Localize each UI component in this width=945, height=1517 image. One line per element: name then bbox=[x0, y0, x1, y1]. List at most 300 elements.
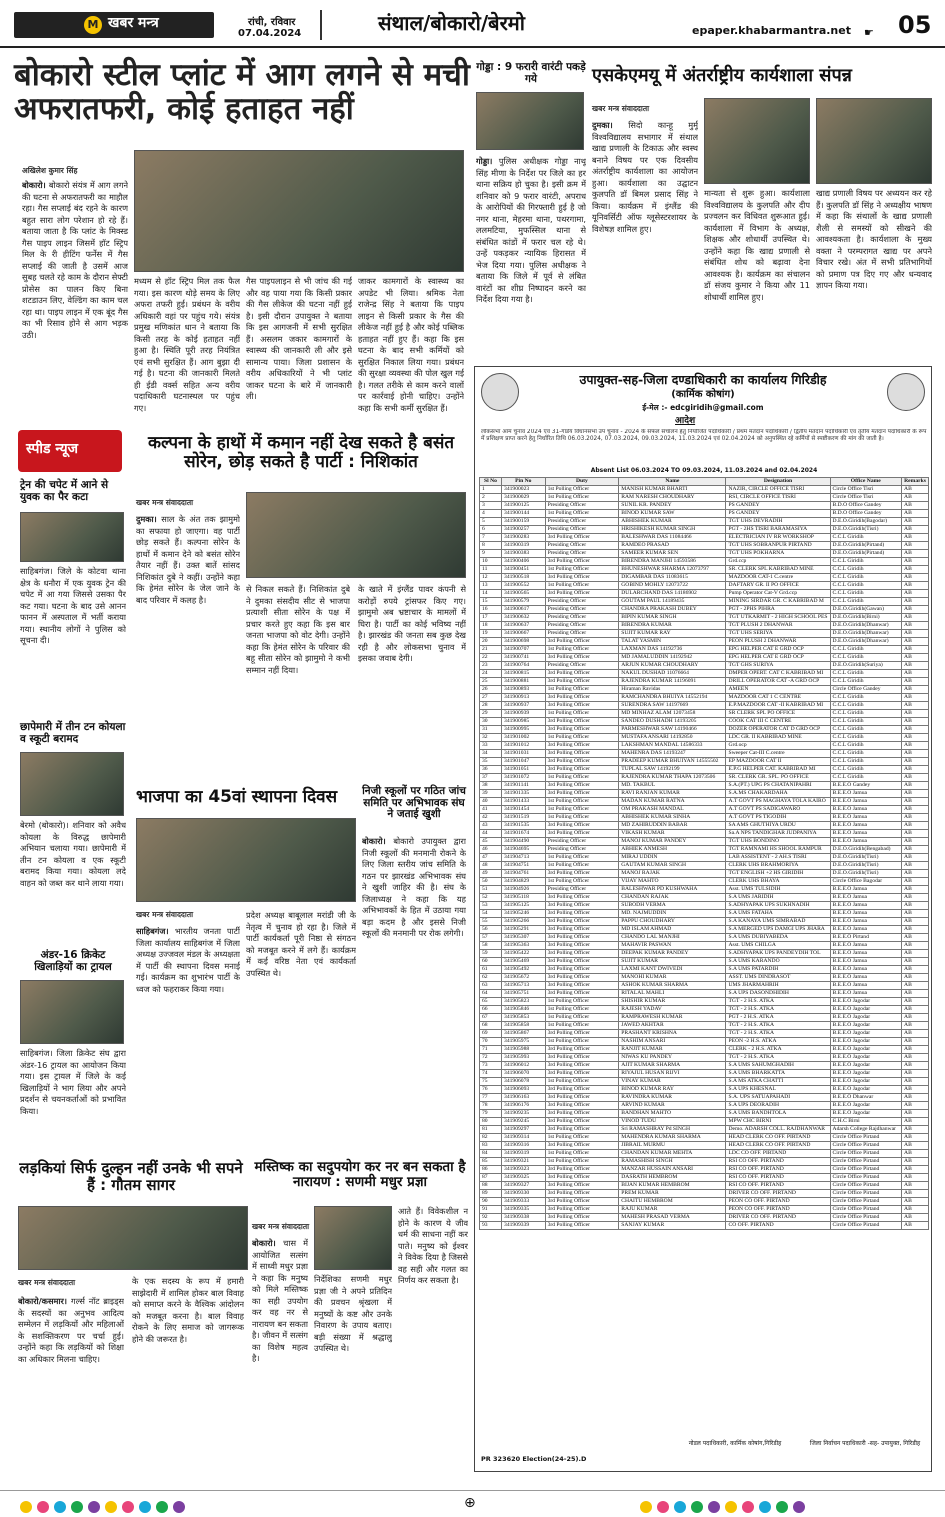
table-cell: S.A MS ATKA CHATTI bbox=[726, 1078, 830, 1086]
table-row bbox=[480, 1214, 929, 1222]
story1-byline: अखिलेश कुमार सिंह bbox=[22, 166, 78, 175]
table-cell: AB bbox=[902, 1174, 929, 1182]
table-row bbox=[480, 654, 929, 662]
table-cell: SUJIT KUMAR bbox=[619, 958, 726, 966]
table-cell: TGT UHS BONDINO bbox=[726, 838, 830, 846]
table-cell: NAZIR, CIRCLE OFFICE TISRI bbox=[726, 486, 830, 494]
table-cell: Circle Office Pirtand bbox=[830, 1174, 902, 1182]
emblem-icon bbox=[481, 373, 519, 411]
table-cell: 341900023 bbox=[502, 486, 546, 494]
story8-body: चास में आयोजित सत्संग में साध्वी मधुर प्रज्ञा ने कहा कि मनुष्य को मिले मस्तिष्क का सही उपयोग कर वह नर से नारायण बन सकता है। जीवन में सत्संग का विशेष महत्व है। bbox=[252, 1238, 308, 1363]
table-cell: 12 bbox=[480, 574, 502, 582]
table-row bbox=[480, 558, 929, 566]
table-cell: C.C.L Giridih bbox=[830, 718, 902, 726]
table-cell: 3rd Polling Officer bbox=[545, 758, 619, 766]
table-cell: B.E.E.O Jagodar bbox=[830, 1078, 902, 1086]
table-cell: AB bbox=[902, 694, 929, 702]
table-cell: 3rd Polling Officer bbox=[545, 950, 619, 958]
table-row bbox=[480, 870, 929, 878]
table-cell: 3rd Polling Officer bbox=[545, 638, 619, 646]
table-cell: 8 bbox=[480, 542, 502, 550]
table-cell: 341900815 bbox=[502, 670, 546, 678]
table-row bbox=[480, 670, 929, 678]
table-row bbox=[480, 838, 929, 846]
table-cell: SR. CLERK GR. SPL. PO OFFICE bbox=[726, 774, 830, 782]
table-cell: ELECTRICIAN IV RR WORKSHOP bbox=[726, 534, 830, 542]
table-row bbox=[480, 950, 929, 958]
table-cell: 341905672 bbox=[502, 974, 546, 982]
table-cell: 341906012 bbox=[502, 1062, 546, 1070]
table-cell: Circle Office Pirtand bbox=[830, 1214, 902, 1222]
table-cell: AB bbox=[902, 894, 929, 902]
table-cell: Circle Office Pirtand bbox=[830, 1222, 902, 1230]
color-dot bbox=[674, 1501, 686, 1513]
color-dot bbox=[776, 1501, 788, 1513]
table-cell: D.E.O.Giridih(Dhanwar) bbox=[830, 638, 902, 646]
table-cell: MPW CHC BIRNI bbox=[726, 1118, 830, 1126]
table-cell: AB bbox=[902, 990, 929, 998]
color-dot bbox=[88, 1501, 100, 1513]
notice-absent-line: Absent List 06.03.2024 TO 09.03.2024, 11.03.2024 and 02.04.2024 bbox=[590, 467, 818, 474]
table-row bbox=[480, 606, 929, 614]
table-cell: 3rd Polling Officer bbox=[545, 574, 619, 582]
table-cell: B.E.E.O Jamua bbox=[830, 974, 902, 982]
table-cell: 341905469 bbox=[502, 958, 546, 966]
footer-bar bbox=[0, 1490, 945, 1517]
color-dot bbox=[156, 1501, 168, 1513]
table-cell: 341900893 bbox=[502, 686, 546, 694]
table-cell: 3rd Polling Officer bbox=[545, 726, 619, 734]
table-cell: 69 bbox=[480, 1030, 502, 1038]
table-cell: AB bbox=[902, 662, 929, 670]
table-row bbox=[480, 998, 929, 1006]
table-cell: B.E.E.O Jagodar bbox=[830, 1030, 902, 1038]
table-header-cell: Pin No bbox=[502, 478, 546, 486]
table-cell: DRILL OPERATOR CAT -A GRD OCP bbox=[726, 678, 830, 686]
table-cell: AB bbox=[902, 798, 929, 806]
story2-photo bbox=[476, 92, 584, 150]
table-cell: 39 bbox=[480, 790, 502, 798]
table-cell: S.A UMS JARIDIH bbox=[726, 894, 830, 902]
table-cell: 61 bbox=[480, 966, 502, 974]
table-cell: S.A UMS KARANDO bbox=[726, 958, 830, 966]
table-cell: 341901012 bbox=[502, 742, 546, 750]
table-row bbox=[480, 1070, 929, 1078]
table-cell: B.E.E.O Jamua bbox=[830, 926, 902, 934]
table-row bbox=[480, 774, 929, 782]
table-cell: 3rd Polling Officer bbox=[545, 1174, 619, 1182]
table-cell: AB bbox=[902, 1070, 929, 1078]
table-cell: MAZDOOR CAT-1 C.centre bbox=[726, 574, 830, 582]
table-cell: 76 bbox=[480, 1086, 502, 1094]
table-cell: ARJUN KUMAR CHOUDHARY bbox=[619, 662, 726, 670]
table-cell: 341900029 bbox=[502, 494, 546, 502]
masthead-divider bbox=[320, 10, 322, 40]
table-row bbox=[480, 1222, 929, 1230]
table-cell: S.A UMS PATARDIH bbox=[726, 966, 830, 974]
table-cell: 341905118 bbox=[502, 894, 546, 902]
table-cell: AB bbox=[902, 998, 929, 1006]
absent-table bbox=[479, 477, 929, 1230]
table-cell: AB bbox=[902, 718, 929, 726]
table-row bbox=[480, 598, 929, 606]
story4-headline: कल्पना के हाथों में कमान नहीं देख सकते है बसंत सोरेन, छोड़ सकते है पार्टी : निशिकांत bbox=[147, 433, 455, 472]
table-cell: S.A UMS DUBIYABEDA bbox=[726, 934, 830, 942]
table-cell: 73 bbox=[480, 1062, 502, 1070]
table-row bbox=[480, 830, 929, 838]
color-dot bbox=[105, 1501, 117, 1513]
table-cell: B.E.E.O Jamua bbox=[830, 822, 902, 830]
table-cell: RAMPRAWESH KUMAR bbox=[619, 1014, 726, 1022]
table-header-cell: Designation bbox=[726, 478, 830, 486]
table-cell: 44 bbox=[480, 830, 502, 838]
table-cell: PREM KUMAR bbox=[619, 1190, 726, 1198]
table-cell: AB bbox=[902, 974, 929, 982]
table-cell: CLERK - 2 H.S. ATKA bbox=[726, 1046, 830, 1054]
table-cell: AB bbox=[902, 854, 929, 862]
table-cell: 3rd Polling Officer bbox=[545, 910, 619, 918]
table-cell: 30 bbox=[480, 718, 502, 726]
table-cell: 1st Polling Officer bbox=[545, 774, 619, 782]
table-cell: VIKASH KUMAR bbox=[619, 830, 726, 838]
table-row bbox=[480, 734, 929, 742]
table-row bbox=[480, 1198, 929, 1206]
speed-item3-headline: अंडर-16 क्रिकेट खिलाड़ियों का ट्रायल bbox=[34, 949, 112, 973]
table-cell: 1st Polling Officer bbox=[545, 806, 619, 814]
table-cell: Presiding Officer bbox=[545, 662, 619, 670]
table-cell: MADAN KUMAR RATNA bbox=[619, 798, 726, 806]
table-row bbox=[480, 766, 929, 774]
table-cell: 37 bbox=[480, 774, 502, 782]
table-cell: PARMESHWAR SAW 14190466 bbox=[619, 726, 726, 734]
table-cell: AB bbox=[902, 758, 929, 766]
table-cell: RAMASHISH SINGH bbox=[619, 1158, 726, 1166]
table-cell: 74 bbox=[480, 1070, 502, 1078]
table-cell: 3rd Polling Officer bbox=[545, 1030, 619, 1038]
table-cell: 341900881 bbox=[502, 678, 546, 686]
table-cell: VINAY KUMAR bbox=[619, 1078, 726, 1086]
table-cell: AB bbox=[902, 774, 929, 782]
story7-headline: लड़कियां सिर्फ दुल्हन नहीं उनके भी सपने हैं : गौतम सागर bbox=[19, 1159, 243, 1194]
table-cell: AB bbox=[902, 870, 929, 878]
table-row bbox=[480, 582, 929, 590]
table-cell: 341905867 bbox=[502, 1030, 546, 1038]
table-row bbox=[480, 486, 929, 494]
table-cell: 341905291 bbox=[502, 926, 546, 934]
table-cell: 1st Polling Officer bbox=[545, 878, 619, 886]
table-cell: HRISHIKESH KUMAR SINGH bbox=[619, 526, 726, 534]
table-cell: GOUTAM PAUL 14189435 bbox=[619, 598, 726, 606]
table-cell: AB bbox=[902, 638, 929, 646]
table-cell: 341901072 bbox=[502, 774, 546, 782]
table-cell: 3rd Polling Officer bbox=[545, 750, 619, 758]
table-cell: Presiding Officer bbox=[545, 838, 619, 846]
table-cell: 52 bbox=[480, 894, 502, 902]
table-cell: MAHESH PRASAD VERMA bbox=[619, 1214, 726, 1222]
table-cell: PGT - 2PHS PIHRA bbox=[726, 606, 830, 614]
table-header-cell: Duty bbox=[545, 478, 619, 486]
table-cell: 341906078 bbox=[502, 1078, 546, 1086]
table-row bbox=[480, 702, 929, 710]
table-cell: SUNIL KR. PANDEY bbox=[619, 502, 726, 510]
story3-body: सिदो कान्हू मुर्मू विश्वविद्यालय सभागार में संथाल खाद्य प्रणाली के टिकाऊ और स्वस्थ बनाने विषय पर एक दिवसीय अंतर्राष्ट्रीय कार्यशाला का आयोजन हुआ। कार्यशाला का उद्घाटन कुलपति डॉ बिमल प्रसाद सिंह ने किया। कार्यक्रम में इंग्लैंड की यूनिवर्सिटी ऑफ ग्लूसेस्टरशायर के विशेषज्ञ शामिल हुए। bbox=[592, 120, 698, 234]
table-cell: RAJENDRA KUMAR 14196091 bbox=[619, 678, 726, 686]
table-row bbox=[480, 1182, 929, 1190]
table-cell: 3rd Polling Officer bbox=[545, 1142, 619, 1150]
speed-item2-body: बेरमो (बोकारो)। शनिवार को अवैध कोयला के विरुद्ध छापेमारी अभियान चलाया गया। छापेमारी में तीन टन कोयला व एक स्कूटी बरामद किया गया। कोयला लदे वाहन को जब्त कर थाने लाया गया। bbox=[20, 820, 126, 888]
table-cell: 92 bbox=[480, 1214, 502, 1222]
table-cell: RAJU KUMAR bbox=[619, 1206, 726, 1214]
table-cell: D.E.O.Giridih(Pirtand) bbox=[830, 550, 902, 558]
table-cell: 341906176 bbox=[502, 1102, 546, 1110]
table-cell: 341900579 bbox=[502, 598, 546, 606]
table-cell: LAXMAN DAS 14192736 bbox=[619, 646, 726, 654]
color-dot bbox=[657, 1501, 669, 1513]
story4-body: साल के अंत तक झामुमो का सफाया हो जाएगा। वह पार्टी छोड़ सकते हैं। कल्पना सोरेन के हाथों में कमान देने को बसंत सोरेन तैयार नहीं हैं। उक्त बातें सांसद निशिकांत दुबे ने कहीं। उन्होंने कहा कि हेमंत सोरेन के जेल जाने के बाद परिवार में कलह है। bbox=[136, 514, 240, 605]
table-cell: AB bbox=[902, 702, 929, 710]
table-cell: 3rd Polling Officer bbox=[545, 974, 619, 982]
table-cell: SUBODH VERMA bbox=[619, 902, 726, 910]
story8-headline: मस्तिष्क का सदुपयोग कर नर बन सकता है नारायण : सणमी मधुर प्रज्ञा bbox=[254, 1159, 466, 1190]
table-cell: C.C.L Giridih bbox=[830, 758, 902, 766]
notice-pr-no: PR 323620 Election(24-25).D bbox=[481, 1455, 587, 1463]
table-cell: C.C.L Giridih bbox=[830, 678, 902, 686]
table-cell: AB bbox=[902, 1182, 929, 1190]
table-cell: AB bbox=[902, 1166, 929, 1174]
table-cell: SA AMS GHUTHIYA URDU bbox=[726, 822, 830, 830]
table-cell: 341900985 bbox=[502, 718, 546, 726]
table-cell: 341900383 bbox=[502, 550, 546, 558]
table-row bbox=[480, 590, 929, 598]
story5-lead: साहिबगंज। bbox=[136, 926, 175, 936]
table-cell: AB bbox=[902, 734, 929, 742]
table-cell: AB bbox=[902, 1142, 929, 1150]
table-row bbox=[480, 990, 929, 998]
table-cell: Circle Office Pirtand bbox=[830, 1190, 902, 1198]
table-cell: B.E.E.O Jamua bbox=[830, 990, 902, 998]
speed-item3-body: साहिबगंज। जिला क्रिकेट संघ द्वारा अंडर-16 ट्रायल का आयोजन किया गया। इस ट्रायल में जिले के कई खिलाड़ियों ने भाग लिया और अपने प्रदर्शन से चयनकर्ताओं को प्रभावित किया। bbox=[20, 1048, 126, 1116]
table-cell: 3rd Polling Officer bbox=[545, 990, 619, 998]
table-row bbox=[480, 790, 929, 798]
table-cell: B.D.O Office Gandey bbox=[830, 510, 902, 518]
website-link[interactable]: epaper.khabarmantra.net bbox=[692, 24, 851, 37]
table-cell: C.C.L Giridih bbox=[830, 558, 902, 566]
table-row bbox=[480, 782, 929, 790]
table-cell: TGT UHS SOBRANPUR PIRTAND bbox=[726, 542, 830, 550]
table-row bbox=[480, 910, 929, 918]
table-cell: C.C.L Giridih bbox=[830, 566, 902, 574]
table-cell: AB bbox=[902, 630, 929, 638]
table-cell: 341901141 bbox=[502, 782, 546, 790]
table-cell: TGT UHS POKHARNA bbox=[726, 550, 830, 558]
table-cell: AB bbox=[902, 1198, 929, 1206]
table-cell: AB bbox=[902, 942, 929, 950]
table-cell: Presiding Officer bbox=[545, 526, 619, 534]
table-cell: AB bbox=[902, 918, 929, 926]
table-cell: 50 bbox=[480, 878, 502, 886]
table-cell: Hiraman Ravidas bbox=[619, 686, 726, 694]
table-cell: CHAITU HEMBROM bbox=[619, 1198, 726, 1206]
table-cell: 1st Polling Officer bbox=[545, 646, 619, 654]
table-cell: AB bbox=[902, 750, 929, 758]
table-cell: B.E.E.O Jamua bbox=[830, 830, 902, 838]
table-cell: EPG HELPER CAT E GRD OCP bbox=[726, 646, 830, 654]
table-row bbox=[480, 894, 929, 902]
table-cell: S.ADHYAPAK UPS PANDEYDIH TOL bbox=[726, 950, 830, 958]
table-cell: Presiding Officer bbox=[545, 502, 619, 510]
table-cell: AB bbox=[902, 550, 929, 558]
table-cell: 341909319 bbox=[502, 1150, 546, 1158]
table-row bbox=[480, 1102, 929, 1110]
table-cell: ASST. UMS DINDRASOT bbox=[726, 974, 830, 982]
table-cell: C.C.L Giridih bbox=[830, 590, 902, 598]
table-cell: C.C.L Giridih bbox=[830, 742, 902, 750]
table-cell: AB bbox=[902, 950, 929, 958]
table-cell: AB bbox=[902, 1054, 929, 1062]
color-dot bbox=[20, 1501, 32, 1513]
table-cell: 1st Polling Officer bbox=[545, 854, 619, 862]
story7-col2: के एक सदस्य के रूप में हमारी साझेदारी में शामिल होकर बाल विवाह को समाप्त करने के वैश्विक आंदोलन को मजबूत करना है। बाल विवाह रोकने के लिए समाज को जागरूक होने की जरूरत है। bbox=[132, 1276, 244, 1344]
table-cell: D.E.O.Giridih(Pirtand) bbox=[830, 542, 902, 550]
table-cell: MANOJ KUMAR PANDEY bbox=[619, 838, 726, 846]
table-cell: S.A.(PT.) UPG PS CHATANIPAHRI bbox=[726, 782, 830, 790]
table-row bbox=[480, 494, 929, 502]
table-row bbox=[480, 1126, 929, 1134]
speed-item2-photo bbox=[20, 752, 124, 816]
table-cell: 341900406 bbox=[502, 558, 546, 566]
table-cell: CHANDAN RAJAK bbox=[619, 894, 726, 902]
table-cell: LDC CO OFF. PIRTAND bbox=[726, 1150, 830, 1158]
table-cell: 22 bbox=[480, 654, 502, 662]
table-cell: AB bbox=[902, 510, 929, 518]
table-cell: PGT - 2 H.S. ATKA bbox=[726, 1014, 830, 1022]
table-cell: CHANDAN KUMAR MEHTA bbox=[619, 1150, 726, 1158]
table-cell: AB bbox=[902, 742, 929, 750]
table-cell: 341900319 bbox=[502, 542, 546, 550]
table-cell: 1st Polling Officer bbox=[545, 798, 619, 806]
table-cell: AB bbox=[902, 886, 929, 894]
table-cell: 84 bbox=[480, 1150, 502, 1158]
table-cell: CO OFF. PIRTAND bbox=[726, 1222, 830, 1230]
table-cell: BINOD KUMAR RAY bbox=[619, 1086, 726, 1094]
table-cell: 93 bbox=[480, 1222, 502, 1230]
table-cell: 40 bbox=[480, 798, 502, 806]
table-cell: 7 bbox=[480, 534, 502, 542]
table-cell: 341901002 bbox=[502, 734, 546, 742]
table-cell: PRADEEP KUMAR BHUIYAN 14555502 bbox=[619, 758, 726, 766]
table-cell: 79 bbox=[480, 1110, 502, 1118]
table-row bbox=[480, 902, 929, 910]
table-row bbox=[480, 694, 929, 702]
table-row bbox=[480, 1190, 929, 1198]
table-cell: 341905846 bbox=[502, 1006, 546, 1014]
table-cell: 3rd Polling Officer bbox=[545, 678, 619, 686]
table-cell: COOK CAT III C CENTRE bbox=[726, 718, 830, 726]
table-cell: C.C.L Giridih bbox=[830, 726, 902, 734]
table-cell: C.C.L Giridih bbox=[830, 534, 902, 542]
table-cell: AB bbox=[902, 822, 929, 830]
table-cell: AB bbox=[902, 726, 929, 734]
table-cell: 341905307 bbox=[502, 934, 546, 942]
table-cell: 341905246 bbox=[502, 910, 546, 918]
table-row bbox=[480, 822, 929, 830]
table-cell: 13 bbox=[480, 582, 502, 590]
table-cell: 38 bbox=[480, 782, 502, 790]
table-cell: S.A UMS BHARKATTA bbox=[726, 1070, 830, 1078]
table-cell: 3rd Polling Officer bbox=[545, 1086, 619, 1094]
table-cell: AB bbox=[902, 838, 929, 846]
story7-body: गर्ल्स नॉट ब्राइड्स के सदस्यों का अनुभव आदित्य सम्मेलन में लड़कियों और महिलाओं के सशक्तिकरण पर चर्चा हुई। उन्होंने कहा कि लड़कियों को शिक्षा का अधिकार मिलना चाहिए। bbox=[18, 1296, 124, 1364]
table-cell: 3rd Polling Officer bbox=[545, 902, 619, 910]
table-cell: DOZER OPERATOR CAT D GRD OCP bbox=[726, 726, 830, 734]
color-dot bbox=[37, 1501, 49, 1513]
table-cell: 3rd Polling Officer bbox=[545, 926, 619, 934]
story4-byline: खबर मन्त्र संवाददाता bbox=[136, 498, 194, 507]
story1-col2: मध्यम से हॉट स्ट्रिप मिल तक फैल गया। इस कारण थोड़े समय के लिए अफरा तफरी हुई। प्रबंधन के वरीय अधिकारी वहां पर पहुंच गये। संयंत्र प्रमुख मणिकांत धान ने बताया कि किसी तरह के कोई हताहत नहीं हुआ है। स्थिति पूरी तरह नियंत्रित एवं सभी सुरक्षित हैं। आग बुझा दी गई है। घटना की जानकारी मिलते ही ईडी वर्क्स सहित अन्य वरीय पदाधिकारी घटनास्थल पर पहुंच गए। bbox=[134, 276, 240, 413]
table-cell: HEAD CLERK CO OFF. PIRTAND bbox=[726, 1134, 830, 1142]
table-cell: AB bbox=[902, 1110, 929, 1118]
speed-news-logo: स्पीड न्यूज bbox=[26, 441, 79, 457]
speed-item2-headline: छापेमारी में तीन टन कोयला व स्कूटी बरामद bbox=[20, 721, 126, 745]
table-cell: MD ISLAM AHMAD bbox=[619, 926, 726, 934]
table-cell: TALAT YASMIN bbox=[619, 638, 726, 646]
table-cell: 55 bbox=[480, 918, 502, 926]
table-cell: JIBRAIL MURMU bbox=[619, 1142, 726, 1150]
table-cell: 65 bbox=[480, 998, 502, 1006]
table-cell: MD. NAJMUDDIN bbox=[619, 910, 726, 918]
table-cell: B.E.E.O Jagodar bbox=[830, 1046, 902, 1054]
table-cell: TGT UTKARMIT - 2 HIGH SCHOOL PES bbox=[726, 614, 830, 622]
table-cell: DRIVER CO OFF. PIRTAND bbox=[726, 1214, 830, 1222]
table-cell: B.E.E.O Jamua bbox=[830, 950, 902, 958]
story4-col1 bbox=[136, 514, 240, 772]
table-cell: DEEPAK KUMAR PANDEY bbox=[619, 950, 726, 958]
story8-byline: खबर मन्त्र संवाददाता bbox=[252, 1222, 310, 1231]
table-cell: Circle Office Pirtand bbox=[830, 1206, 902, 1214]
table-row bbox=[480, 1014, 929, 1022]
table-cell: 3rd Polling Officer bbox=[545, 1094, 619, 1102]
table-cell: 1st Polling Officer bbox=[545, 1134, 619, 1142]
table-cell: B.E.E.O Jagodar bbox=[830, 1070, 902, 1078]
table-cell: S.A UMS FATAHA bbox=[726, 910, 830, 918]
table-cell: Presiding Officer bbox=[545, 886, 619, 894]
table-row bbox=[480, 1086, 929, 1094]
story2-body: पुलिस अधीक्षक गोड्डा नाथू सिंह मीणा के निर्देश पर जिले का हर थाना सक्रिय हो चुका है। इसी क्रम में शनिवार को 9 फरार वारंटी, अपराध के आरोपियों की गिरफ्तारी हुई है जो नगर थाना, मेहरमा थाना, पथरगामा, ललमटिया, मुफस्सिल थाना से संबंधित कांडों में फरार चल रहे थे। उन्हें पकड़कर न्यायिक हिरासत में भेज दिया गया। पुलिस अधीक्षक ने बताया कि जिले में पूर्व से लंबित वारंटों का शीघ्र निष्पादन करने का निर्देश दिया गया है। bbox=[476, 156, 586, 304]
table-cell: 341905858 bbox=[502, 1022, 546, 1030]
table-cell: C.C.L Giridih bbox=[830, 598, 902, 606]
table-cell: 54 bbox=[480, 910, 502, 918]
table-cell: B.E.E.O Jagodar bbox=[830, 998, 902, 1006]
color-dot bbox=[640, 1501, 652, 1513]
table-cell: D.E.O.Giridih(Tisri) bbox=[830, 870, 902, 878]
table-cell: 341904695 bbox=[502, 846, 546, 854]
table-cell: 3rd Polling Officer bbox=[545, 1198, 619, 1206]
table-cell: RSI CO OFF. PIRTAND bbox=[726, 1182, 830, 1190]
table-row bbox=[480, 862, 929, 870]
table-cell: AB bbox=[902, 534, 929, 542]
table-cell: S.A UPS DEORADIH bbox=[726, 1102, 830, 1110]
color-dot bbox=[759, 1501, 771, 1513]
table-cell: 33 bbox=[480, 742, 502, 750]
table-cell: 91 bbox=[480, 1206, 502, 1214]
section-title: संथाल/बोकारो/बेरमो bbox=[378, 11, 525, 35]
table-cell: 1st Polling Officer bbox=[545, 486, 619, 494]
table-row bbox=[480, 1038, 929, 1046]
table-cell: 1st Polling Officer bbox=[545, 1014, 619, 1022]
table-cell: PEON CO OFF. PIRTAND bbox=[726, 1206, 830, 1214]
story4-photo bbox=[246, 492, 466, 578]
table-cell: 341901433 bbox=[502, 798, 546, 806]
